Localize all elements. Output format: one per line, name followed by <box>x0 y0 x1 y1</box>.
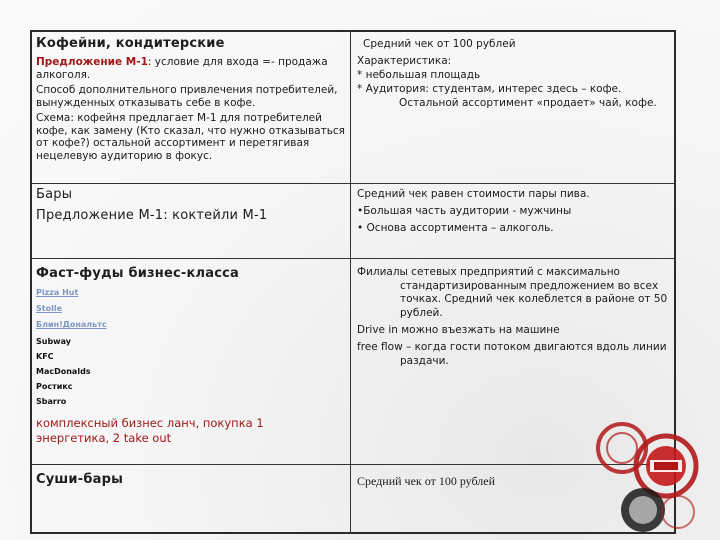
proposal-paragraph <box>36 56 346 81</box>
brand-name: KFC <box>36 352 54 361</box>
row-heading: Фаст-фуды бизнес-класса <box>36 266 239 281</box>
text-line: •Большая часть аудитории - мужчины <box>357 205 572 217</box>
cell-fast-food <box>36 266 346 446</box>
row-subheading: Предложение М-1: коктейли М-1 <box>36 208 268 223</box>
proposal-text: : условие для входа =- продажа алкоголя. <box>36 56 328 81</box>
brand-name: Subway <box>36 337 71 346</box>
cell-bars <box>36 187 346 224</box>
column-divider <box>350 30 351 534</box>
row-divider <box>30 183 676 184</box>
link-stolle[interactable]: Stolle <box>36 304 62 313</box>
text-line: Средний чек равен стоимости пары пива. <box>357 188 590 200</box>
brand-stamp-logo <box>588 420 708 535</box>
brand-name: Sbarro <box>36 397 67 406</box>
red-stamp-icon <box>598 424 646 472</box>
text-line: * Аудитория: студентам, интерес здесь – кофе. Остальной ассортимент «продает» чай, кофе. <box>357 83 657 109</box>
text-line: free flow – когда гости потоком двигаются вдоль линии раздачи. <box>357 341 667 367</box>
cell-coffee-shops-info <box>357 37 672 110</box>
row-divider <box>30 258 676 259</box>
link-pizza-hut[interactable]: Pizza Hut <box>36 288 79 297</box>
text-line: Филиалы сетевых предприятий с максимально стандартизированным предложением во всех точках. Средний чек колеблется в районе от 50 рублей. <box>357 266 668 319</box>
text-line: Drive in можно въезжать на машине <box>357 324 560 336</box>
cell-sushi-bars <box>36 472 346 488</box>
text-line: Средний чек от 100 рублей <box>363 38 516 50</box>
brand-name: MacDonalds <box>36 367 91 376</box>
brand-name: Ростикс <box>36 382 73 391</box>
text-line: * небольшая площадь <box>357 69 481 81</box>
row-heading: Бары <box>36 187 73 202</box>
text-line: Средний чек от 100 рублей <box>357 474 496 488</box>
row-heading: Суши-бары <box>36 472 124 487</box>
row-divider <box>30 464 676 465</box>
text-line: • Основа ассортимента – алкоголь. <box>357 222 554 234</box>
text-line: Схема: кофейня предлагает М-1 для потребителей кофе, как замену (Кто сказал, что нужно отказываться от кофе?) остальной ассортимент и перетягивая нецелевую аудиторию в фокус. <box>36 112 345 162</box>
link-blin-donalts[interactable]: Блин!Дональтс <box>36 320 107 329</box>
cell-coffee-shops <box>36 36 346 163</box>
row-heading: Кофейни, кондитерские <box>36 36 225 51</box>
cell-bars-info <box>357 187 672 236</box>
text-line: Характеристика: <box>357 55 452 67</box>
text-line: Способ дополнительного привлечения потребителей, вынужденных отказывать себе в кофе. <box>36 84 338 109</box>
cell-fast-food-info <box>357 266 672 368</box>
proposal-label: Предложение М-1 <box>36 56 148 68</box>
fast-food-note: комплексный бизнес ланч, покупка 1 энергетика, 2 take out <box>36 416 264 445</box>
